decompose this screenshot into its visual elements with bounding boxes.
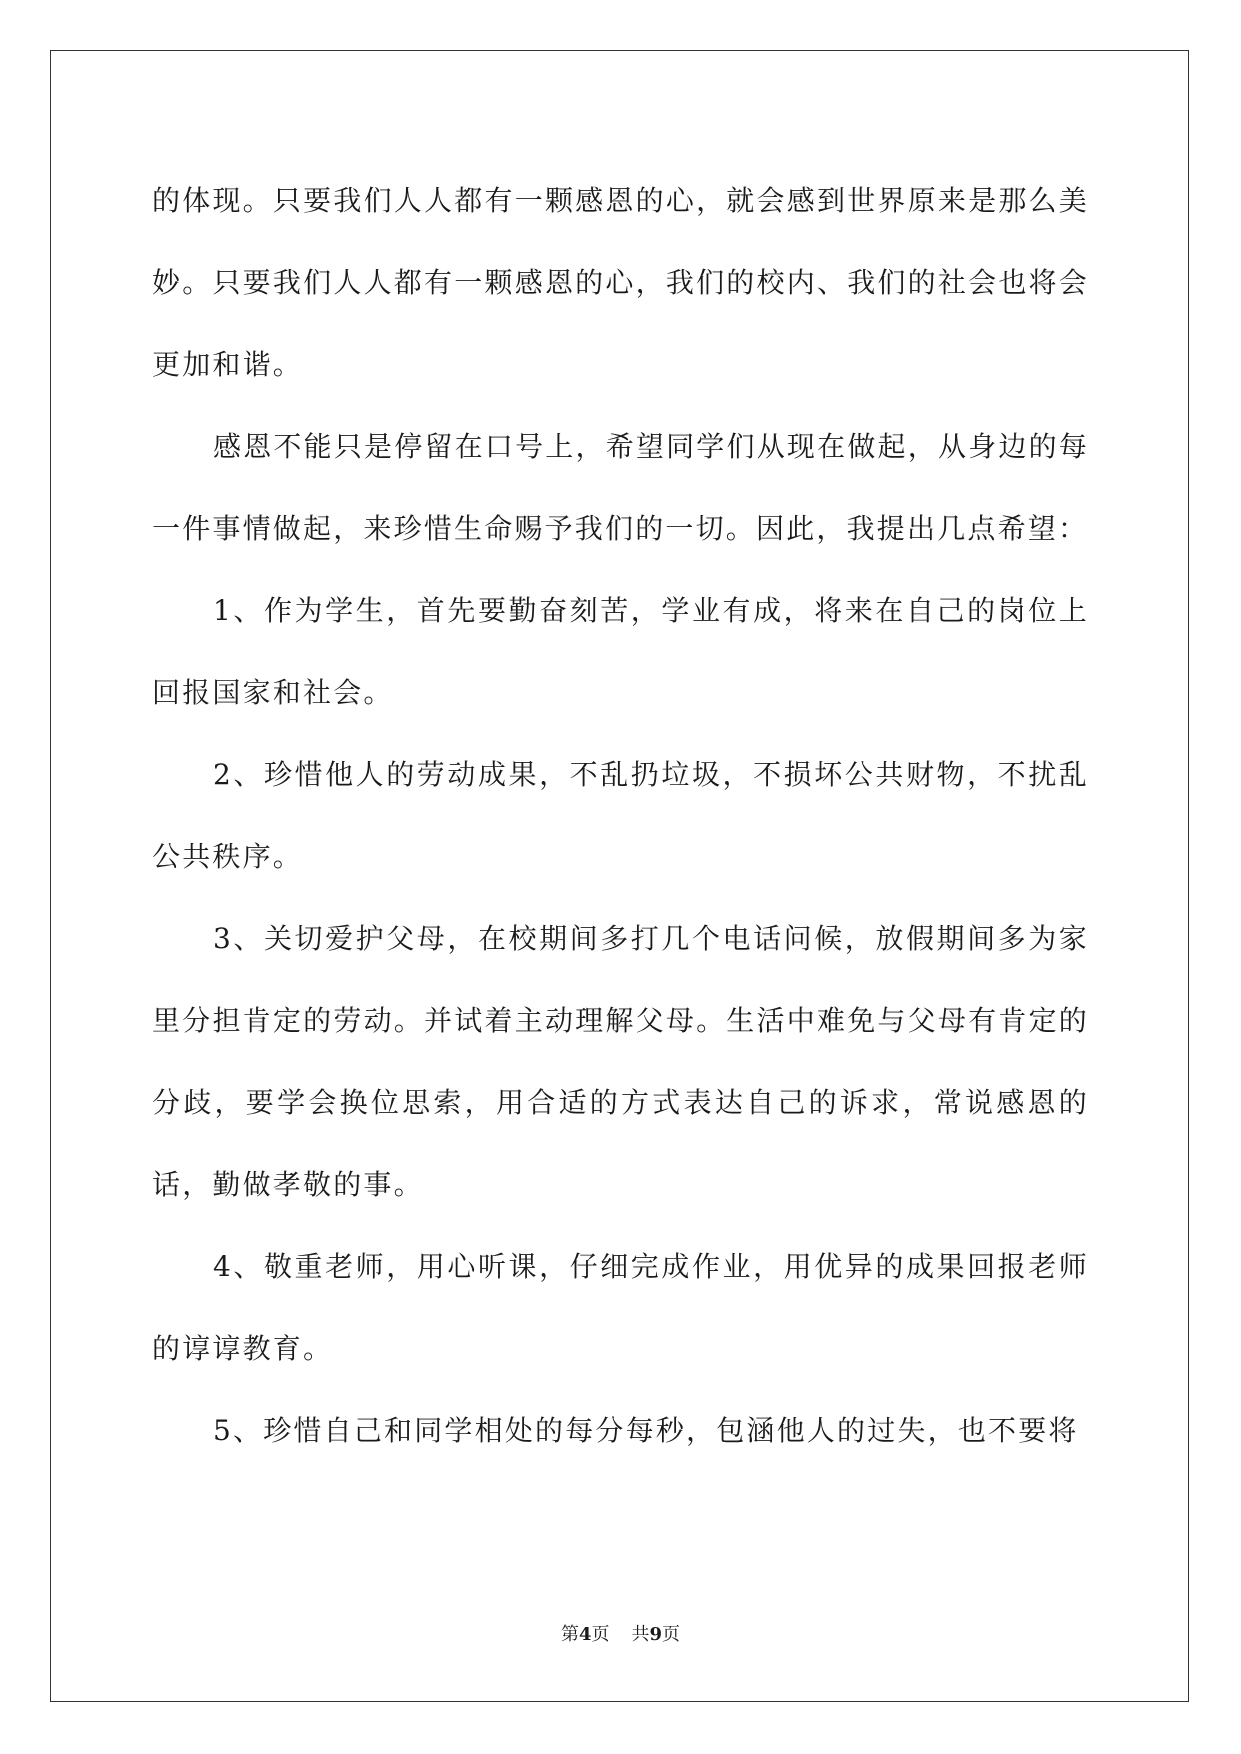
total-pages-number: 9	[649, 1624, 663, 1645]
current-page-number: 4	[578, 1624, 592, 1645]
list-item-5: 5、珍惜自己和同学相处的每分每秒，包涵他人的过失，也不要将	[213, 1414, 1079, 1447]
total-prefix: 共	[631, 1624, 650, 1645]
document-body	[152, 160, 1089, 1472]
page-prefix: 第	[560, 1624, 579, 1645]
list-item-2: 2、珍惜他人的劳动成果，不乱扔垃圾，不损坏公共财物，不扰乱公共秩序。	[152, 758, 1089, 873]
list-item-3: 3、关切爱护父母，在校期间多打几个电话问候，放假期间多为家里分担肯定的劳动。并试着主动理解父母。生活中难免与父母有肯定的分歧，要学会换位思索，用合适的方式表达自己的诉求，常说感恩的话，勤做孝敬的事。	[152, 922, 1089, 1201]
page-suffix: 页	[591, 1624, 610, 1645]
paragraph-appeal: 感恩不能只是停留在口号上，希望同学们从现在做起，从身边的每一件事情做起，来珍惜生命赐予我们的一切。因此，我提出几点希望：	[152, 430, 1089, 545]
list-item-1: 1、作为学生，首先要勤奋刻苦，学业有成，将来在自己的岗位上回报国家和社会。	[152, 594, 1089, 709]
list-item-4: 4、敬重老师，用心听课，仔细完成作业，用优异的成果回报老师的谆谆教育。	[152, 1250, 1089, 1365]
paragraph-continuation: 的体现。只要我们人人都有一颗感恩的心，就会感到世界原来是那么美妙。只要我们人人都有一颗感恩的心，我们的校内、我们的社会也将会更加和谐。	[152, 184, 1089, 381]
total-suffix: 页	[662, 1624, 681, 1645]
page-footer	[0, 1623, 1241, 1647]
